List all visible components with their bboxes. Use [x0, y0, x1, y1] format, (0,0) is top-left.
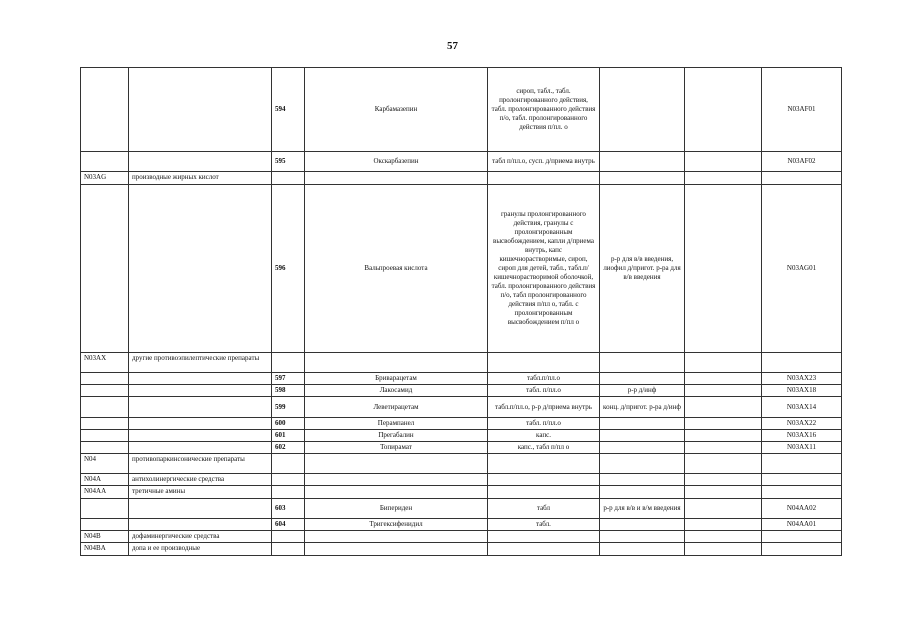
atc-code: N03AF02	[762, 152, 842, 172]
extra-cell	[685, 486, 762, 499]
injection-form: конц. д/пригот. р-ра д/инф	[600, 397, 685, 418]
atc-code	[762, 486, 842, 499]
row-number: 599	[272, 397, 305, 418]
group-name	[129, 185, 272, 353]
table-row	[81, 519, 842, 531]
extra-cell	[685, 519, 762, 531]
atc-group-code	[81, 373, 129, 385]
extra-cell	[685, 454, 762, 474]
row-number: 595	[272, 152, 305, 172]
row-number	[272, 353, 305, 373]
group-name: антихолинергические средства	[129, 474, 272, 486]
atc-code: N03AX22	[762, 418, 842, 430]
atc-code: N03AX16	[762, 430, 842, 442]
extra-cell	[685, 68, 762, 152]
extra-cell	[685, 385, 762, 397]
group-name	[129, 397, 272, 418]
atc-group-code: N03AG	[81, 172, 129, 185]
injection-form	[600, 172, 685, 185]
table-row	[81, 418, 842, 430]
injection-form	[600, 531, 685, 543]
drug-name: Бриварацетам	[305, 373, 488, 385]
extra-cell	[685, 397, 762, 418]
group-name	[129, 519, 272, 531]
dosage-form: табл	[488, 499, 600, 519]
drug-name	[305, 531, 488, 543]
drug-name: Бипериден	[305, 499, 488, 519]
atc-code: N03AG01	[762, 185, 842, 353]
group-name	[129, 68, 272, 152]
drug-name: Прегабалин	[305, 430, 488, 442]
dosage-form	[488, 543, 600, 556]
drug-name: Топирамат	[305, 442, 488, 454]
row-number	[272, 454, 305, 474]
injection-form	[600, 418, 685, 430]
extra-cell	[685, 531, 762, 543]
atc-code: N04AA02	[762, 499, 842, 519]
table-row	[81, 152, 842, 172]
atc-code: N03AX11	[762, 442, 842, 454]
atc-code: N03AX18	[762, 385, 842, 397]
drug-name	[305, 454, 488, 474]
injection-form	[600, 543, 685, 556]
table-row	[81, 486, 842, 499]
group-name	[129, 418, 272, 430]
extra-cell	[685, 373, 762, 385]
dosage-form	[488, 172, 600, 185]
row-number	[272, 543, 305, 556]
group-name	[129, 152, 272, 172]
atc-group-code	[81, 397, 129, 418]
atc-group-code	[81, 499, 129, 519]
dosage-form: гранулы пролонгированного действия, гранулы с пролонгированным высвобождением, капли д/приема внутрь, капс кишечнорастворимые, сироп, сироп для детей, табл., табл.п/кишечнорастворимой оболочкой, табл. пролонгированного действия п/о, табл пролонгированного действия п/пл о, табл. с пролонгированным высвобождением п/пл о	[488, 185, 600, 353]
extra-cell	[685, 353, 762, 373]
dosage-form	[488, 486, 600, 499]
dosage-form: сироп, табл., табл. пролонгированного действия, табл. пролонгированного действия п/о, табл. пролонгированного действия п/пл. о	[488, 68, 600, 152]
table-row	[81, 385, 842, 397]
drug-name: Карбамазепин	[305, 68, 488, 152]
group-name	[129, 373, 272, 385]
atc-group-code: N04A	[81, 474, 129, 486]
atc-code	[762, 172, 842, 185]
dosage-form	[488, 474, 600, 486]
table-row	[81, 499, 842, 519]
atc-code	[762, 353, 842, 373]
table-row	[81, 397, 842, 418]
drug-name: Перампанел	[305, 418, 488, 430]
injection-form	[600, 454, 685, 474]
atc-group-code: N04	[81, 454, 129, 474]
drug-name: Вальпроевая кислота	[305, 185, 488, 353]
group-name: допа и ее производные	[129, 543, 272, 556]
extra-cell	[685, 499, 762, 519]
drug-name: Леветирацетам	[305, 397, 488, 418]
group-name: третичные амины	[129, 486, 272, 499]
drug-name: Тригексифенидил	[305, 519, 488, 531]
row-number: 594	[272, 68, 305, 152]
dosage-form	[488, 353, 600, 373]
drug-name	[305, 353, 488, 373]
atc-code: N03AX23	[762, 373, 842, 385]
table-row	[81, 68, 842, 152]
drug-name: Лакосамид	[305, 385, 488, 397]
table-row	[81, 185, 842, 353]
table-row	[81, 454, 842, 474]
group-name	[129, 499, 272, 519]
atc-code	[762, 474, 842, 486]
dosage-form	[488, 454, 600, 474]
injection-form: р-р для в/в и в/м введения	[600, 499, 685, 519]
injection-form: р-р д/инф	[600, 385, 685, 397]
dosage-form: табл п/пл.о, сусп. д/приема внутрь	[488, 152, 600, 172]
table-row	[81, 430, 842, 442]
group-name: производные жирных кислот	[129, 172, 272, 185]
injection-form: р-р для в/в введения, лиофил д/пригот. р-ра для в/в введения	[600, 185, 685, 353]
group-name: другие противоэпилептические препараты	[129, 353, 272, 373]
injection-form	[600, 442, 685, 454]
row-number	[272, 474, 305, 486]
table-row	[81, 172, 842, 185]
atc-group-code	[81, 68, 129, 152]
dosage-form: табл. п/пл.о	[488, 418, 600, 430]
atc-group-code	[81, 185, 129, 353]
extra-cell	[685, 185, 762, 353]
atc-group-code: N04B	[81, 531, 129, 543]
extra-cell	[685, 418, 762, 430]
extra-cell	[685, 152, 762, 172]
dosage-form	[488, 531, 600, 543]
atc-group-code	[81, 430, 129, 442]
table-row	[81, 531, 842, 543]
drug-name	[305, 486, 488, 499]
row-number	[272, 486, 305, 499]
injection-form	[600, 68, 685, 152]
row-number: 601	[272, 430, 305, 442]
page-number: 57	[447, 40, 458, 52]
injection-form	[600, 353, 685, 373]
row-number: 598	[272, 385, 305, 397]
atc-group-code	[81, 442, 129, 454]
table-row	[81, 474, 842, 486]
injection-form	[600, 373, 685, 385]
row-number: 596	[272, 185, 305, 353]
row-number: 597	[272, 373, 305, 385]
injection-form	[600, 519, 685, 531]
row-number: 602	[272, 442, 305, 454]
atc-group-code	[81, 519, 129, 531]
atc-group-code	[81, 152, 129, 172]
row-number	[272, 531, 305, 543]
drug-name	[305, 474, 488, 486]
group-name	[129, 385, 272, 397]
table-row	[81, 353, 842, 373]
table-row	[81, 543, 842, 556]
drug-name	[305, 543, 488, 556]
atc-code	[762, 454, 842, 474]
group-name	[129, 430, 272, 442]
injection-form	[600, 474, 685, 486]
group-name: дофаминергические средства	[129, 531, 272, 543]
drug-table	[80, 67, 842, 556]
row-number: 600	[272, 418, 305, 430]
extra-cell	[685, 474, 762, 486]
extra-cell	[685, 172, 762, 185]
dosage-form: табл. п/пл.о	[488, 385, 600, 397]
atc-group-code	[81, 418, 129, 430]
dosage-form: капс., табл п/пл о	[488, 442, 600, 454]
dosage-form: табл.п/пл.о, р-р д/приема внутрь	[488, 397, 600, 418]
atc-group-code: N04AA	[81, 486, 129, 499]
atc-code: N03AF01	[762, 68, 842, 152]
atc-code	[762, 543, 842, 556]
extra-cell	[685, 430, 762, 442]
row-number: 604	[272, 519, 305, 531]
row-number: 603	[272, 499, 305, 519]
dosage-form: табл.	[488, 519, 600, 531]
atc-group-code: N04BA	[81, 543, 129, 556]
extra-cell	[685, 442, 762, 454]
atc-group-code: N03AX	[81, 353, 129, 373]
atc-group-code	[81, 385, 129, 397]
injection-form	[600, 430, 685, 442]
injection-form	[600, 486, 685, 499]
row-number	[272, 172, 305, 185]
injection-form	[600, 152, 685, 172]
dosage-form: капс.	[488, 430, 600, 442]
table-row	[81, 373, 842, 385]
table-row	[81, 442, 842, 454]
group-name: противопаркинсонические препараты	[129, 454, 272, 474]
atc-code: N03AX14	[762, 397, 842, 418]
drug-name: Окскарбазепин	[305, 152, 488, 172]
dosage-form: табл.п/пл.о	[488, 373, 600, 385]
drug-name	[305, 172, 488, 185]
atc-code	[762, 531, 842, 543]
group-name	[129, 442, 272, 454]
extra-cell	[685, 543, 762, 556]
atc-code: N04AA01	[762, 519, 842, 531]
